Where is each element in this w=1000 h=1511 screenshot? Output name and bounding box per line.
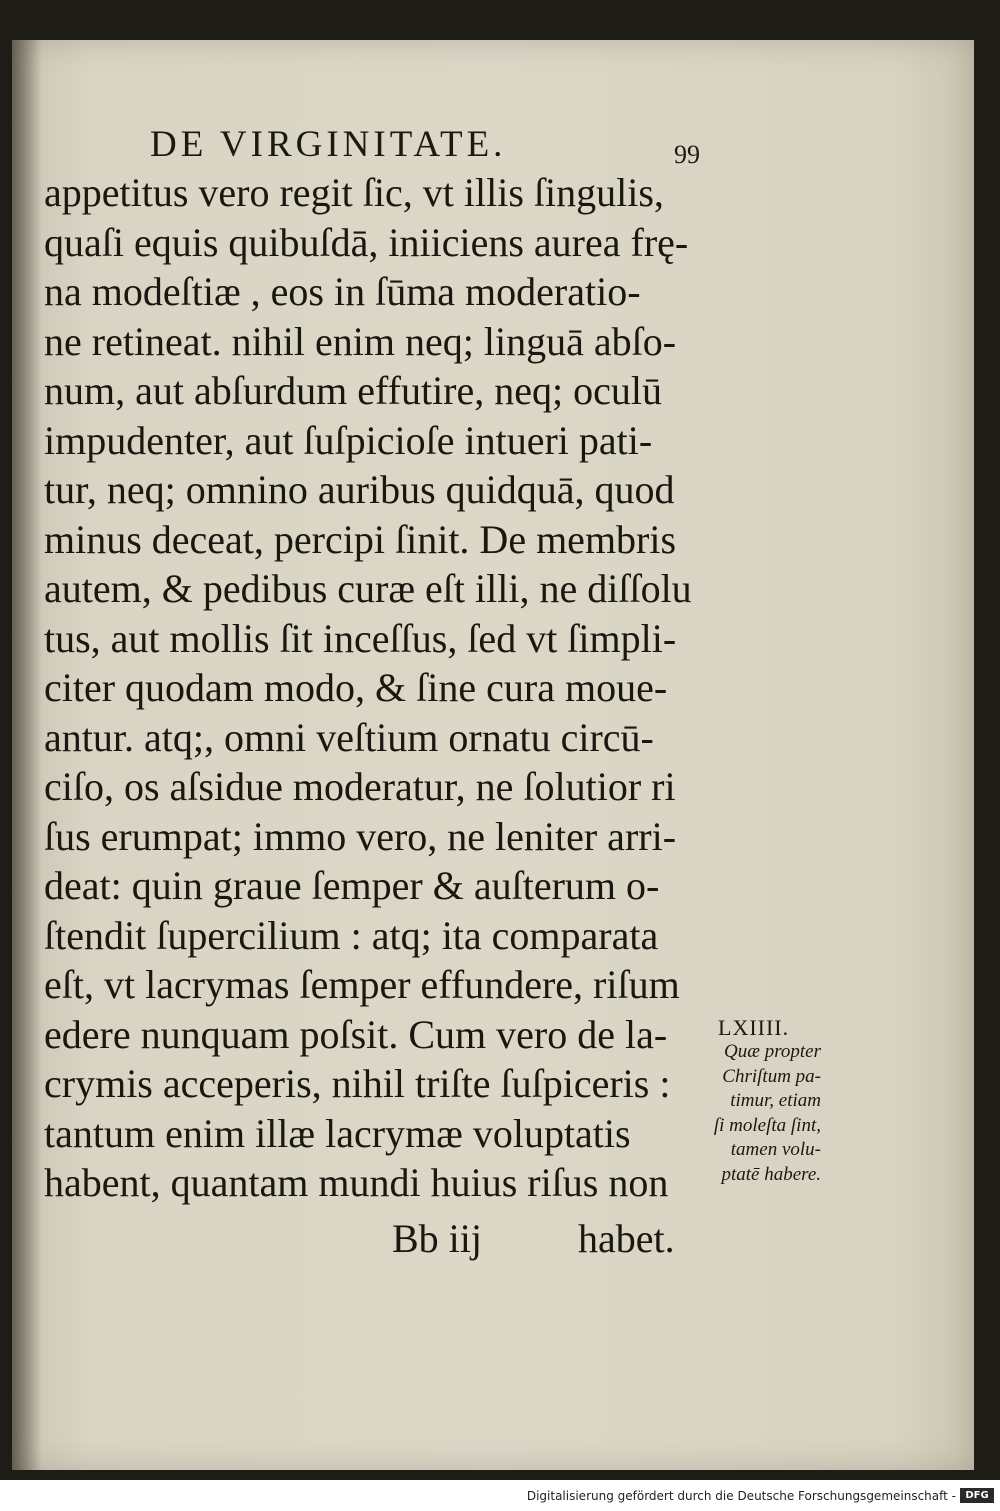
- text-line: deat: quin graue ſemper & auſterum o-: [44, 863, 660, 908]
- text-line: ciſo, os aſsidue moderatur, ne ſolutior ri: [44, 764, 676, 809]
- catchword: habet.: [578, 1216, 675, 1261]
- text-line: num, aut abſurdum effutire, neq; oculū: [44, 368, 662, 413]
- digitization-footer: [0, 1480, 1000, 1511]
- text-line: habent, quantam mundi huius riſus non: [44, 1160, 669, 1205]
- text-line: antur. atq;, omni veſtium ornatu circū-: [44, 714, 654, 760]
- gutter-shadow: [12, 40, 42, 1470]
- text-line: tur, neq; omnino auribus quidquā, quod: [44, 467, 675, 512]
- signature-mark: Bb iij: [392, 1216, 483, 1261]
- marginal-note-line: ſi moleſta ſint,: [713, 1114, 821, 1136]
- book-page: [12, 40, 974, 1470]
- text-line: citer quodam modo, & ſine cura moue-: [44, 665, 668, 710]
- text-line: edere nunquam poſsit. Cum vero de la-: [44, 1011, 668, 1057]
- text-line: eſt, vt lacrymas ſemper effundere, riſum: [44, 962, 680, 1007]
- text-line: ſtendit ſupercilium : atq; ita comparata: [44, 912, 659, 958]
- text-line: tantum enim illæ lacrymæ voluptatis: [44, 1110, 631, 1156]
- text-line: crymis acceperis, nihil triſte ſuſpiceris :: [44, 1061, 671, 1106]
- marginal-note-line: tamen volu-: [730, 1139, 821, 1160]
- marginal-number: LXIIII.: [718, 1015, 790, 1040]
- body-text: [44, 168, 724, 1208]
- text-line: autem, & pedibus curæ eſt illi, ne diſſolu: [44, 566, 692, 611]
- text-line: appetitus vero regit ſic, vt illis ſingulis,: [44, 170, 664, 215]
- running-head-title: DE VIRGINITATE.: [150, 124, 507, 165]
- text-line: impudenter, aut ſuſpicioſe intueri pati-: [44, 417, 653, 463]
- text-line: quaſi equis quibuſdā, iniiciens aurea frę-: [44, 219, 689, 265]
- marginal-note-line: Chriſtum pa-: [722, 1065, 821, 1087]
- text-line: minus deceat, percipi ſinit. De membris: [44, 516, 677, 562]
- text-line: tus, aut mollis ſit inceſſus, ſed vt ſimpli-: [44, 615, 677, 661]
- page-number: 99: [674, 140, 700, 169]
- text-line: ſus erumpat; immo vero, ne leniter arri-: [44, 813, 677, 859]
- text-line: na modeſtiæ , eos in ſūma moderatio-: [44, 269, 641, 314]
- marginal-note: [685, 1040, 821, 1187]
- marginal-note-line: timur, etiam: [730, 1090, 821, 1111]
- dfg-logo: DFG: [960, 1488, 994, 1503]
- text-line: ne retineat. nihil enim neq; linguā abſo-: [44, 318, 677, 364]
- funding-credit: Digitalisierung gefördert durch die Deutsche Forschungsgemeinschaft -: [526, 1489, 956, 1503]
- marginal-note-line: ptatē habere.: [721, 1163, 821, 1185]
- marginal-note-line: Quæ propter: [724, 1041, 821, 1062]
